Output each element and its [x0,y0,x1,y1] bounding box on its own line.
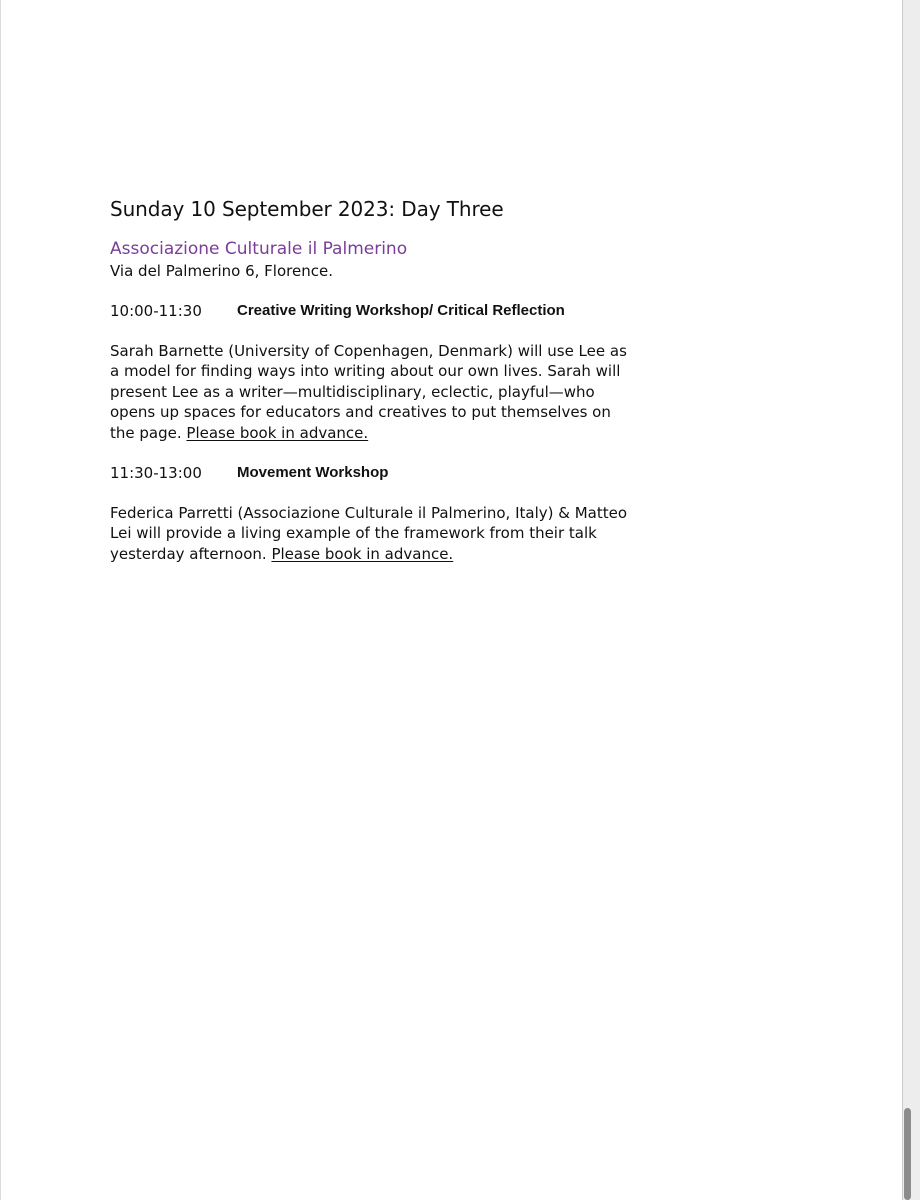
session-time: 10:00-11:30 [110,302,202,320]
session-header-1 [110,300,630,322]
session-title: Movement Workshop [237,464,389,482]
day-programme [110,195,630,583]
venue-name: Associazione Culturale il Palmerino [110,239,408,259]
session-description-2 [110,503,630,564]
venue-address: Via del Palmerino 6, Florence. [110,262,333,280]
scrollbar-track[interactable] [903,0,920,1200]
session-description-text: Federica Parretti (Associazione Culturale il Palmerino, Italy) & Matteo Lei will provide a living example of the framework from their talk yesterday afternoon. [110,504,628,563]
session-time: 11:30-13:00 [110,464,202,483]
session-header-2 [110,462,630,484]
session-description-1 [110,341,630,443]
book-in-advance-link[interactable]: Please book in advance. [271,544,454,563]
session-title: Creative Writing Workshop/ Critical Reflection [237,302,565,319]
session-description-text: Sarah Barnette (University of Copenhagen, Denmark) will use Lee as a model for finding ways into writing about our own lives. Sarah will present Lee as a writer—multidisciplinary, eclectic, playful—who opens up spaces for educators and creatives to put themselves on the page. [110,342,627,442]
scrollbar-thumb[interactable] [904,1108,911,1200]
book-in-advance-link[interactable]: Please book in advance. [186,423,369,442]
day-heading: Sunday 10 September 2023: Day Three [110,197,504,221]
